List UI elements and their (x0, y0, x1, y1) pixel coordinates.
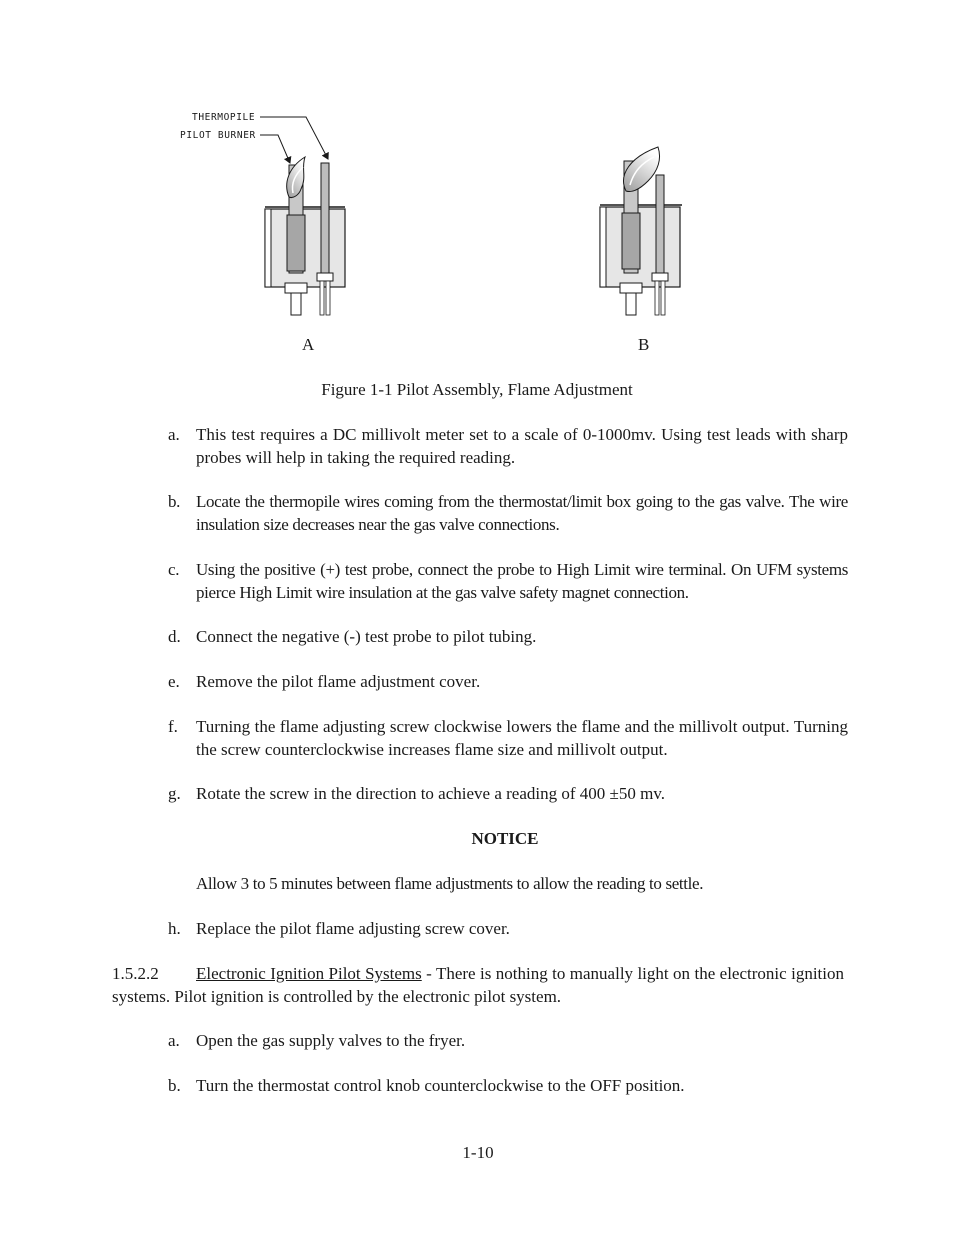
section-title: Electronic Ignition Pilot Systems (196, 964, 422, 983)
sub-step-item-b (168, 1075, 848, 1098)
step-letter: b. (168, 492, 181, 511)
flame-icon (624, 147, 660, 192)
step-text: Locate the thermopile wires coming from the thermostat/limit box going to the gas valve. The wire insulation size decreases near the gas valve connections. (196, 492, 848, 534)
step-letter: e. (168, 672, 180, 691)
step-text: Connect the negative (-) test probe to pilot tubing. (196, 627, 537, 646)
step-text: Replace the pilot flame adjusting screw cover. (196, 919, 510, 938)
step-item-a (168, 424, 848, 469)
step-item-c (168, 559, 848, 604)
step-text: Turn the thermostat control knob counterclockwise to the OFF position. (196, 1076, 685, 1095)
panel-label-a: A (302, 335, 315, 354)
section-number: 1.5.2.2 (112, 964, 159, 983)
step-item-d (168, 626, 848, 649)
step-letter: a. (168, 425, 180, 444)
pilot-assembly-figure (170, 105, 710, 360)
page-number: 1-10 (462, 1143, 494, 1162)
pilot-assembly-b (600, 147, 682, 315)
step-text: Turning the flame adjusting screw clockwise lowers the flame and the millivolt output. Turning the screw counterclockwise increases flame size and millivolt output. (196, 717, 848, 759)
thermopile-label: THERMOPILE (192, 112, 256, 123)
step-letter: f. (168, 717, 178, 736)
thermopile-leader (260, 117, 328, 159)
step-text: Remove the pilot flame adjustment cover. (196, 672, 481, 691)
step-item-h (168, 918, 848, 941)
step-text: This test requires a DC millivolt meter set to a scale of 0-1000mv. Using test leads with sharp probes will help in taking the required reading. (196, 425, 848, 467)
sub-step-item-a (168, 1030, 848, 1053)
notice-heading: NOTICE (471, 829, 539, 848)
pilot-burner-leader (260, 135, 290, 163)
step-text: Rotate the screw in the direction to achieve a reading of 400 ±50 mv. (196, 784, 665, 803)
step-letter: b. (168, 1076, 181, 1095)
step-item-f (168, 716, 848, 761)
step-item-b (168, 491, 848, 536)
panel-label-b: B (638, 335, 650, 354)
step-item-e (168, 671, 848, 694)
step-letter: a. (168, 1031, 180, 1050)
step-text: Using the positive (+) test probe, connect the probe to High Limit wire terminal. On UFM systems pierce High Limit wire insulation at the gas valve safety magnet connection. (196, 560, 848, 602)
step-letter: g. (168, 784, 181, 803)
figure-caption: Figure 1-1 Pilot Assembly, Flame Adjustment (321, 380, 633, 399)
step-letter: c. (168, 560, 180, 579)
notice-text: Allow 3 to 5 minutes between flame adjustments to allow the reading to settle. (196, 874, 704, 893)
pilot-assembly-a (265, 157, 345, 315)
step-item-g (168, 783, 848, 806)
step-letter: h. (168, 919, 181, 938)
step-text: Open the gas supply valves to the fryer. (196, 1031, 466, 1050)
pilot-burner-label: PILOT BURNER (180, 130, 256, 141)
section-body: - There is nothing to manually light on the electronic ignition systems. Pilot ignition is controlled by the electronic pilot system. (112, 964, 844, 1006)
step-letter: d. (168, 627, 181, 646)
section-paragraph (112, 963, 844, 1008)
